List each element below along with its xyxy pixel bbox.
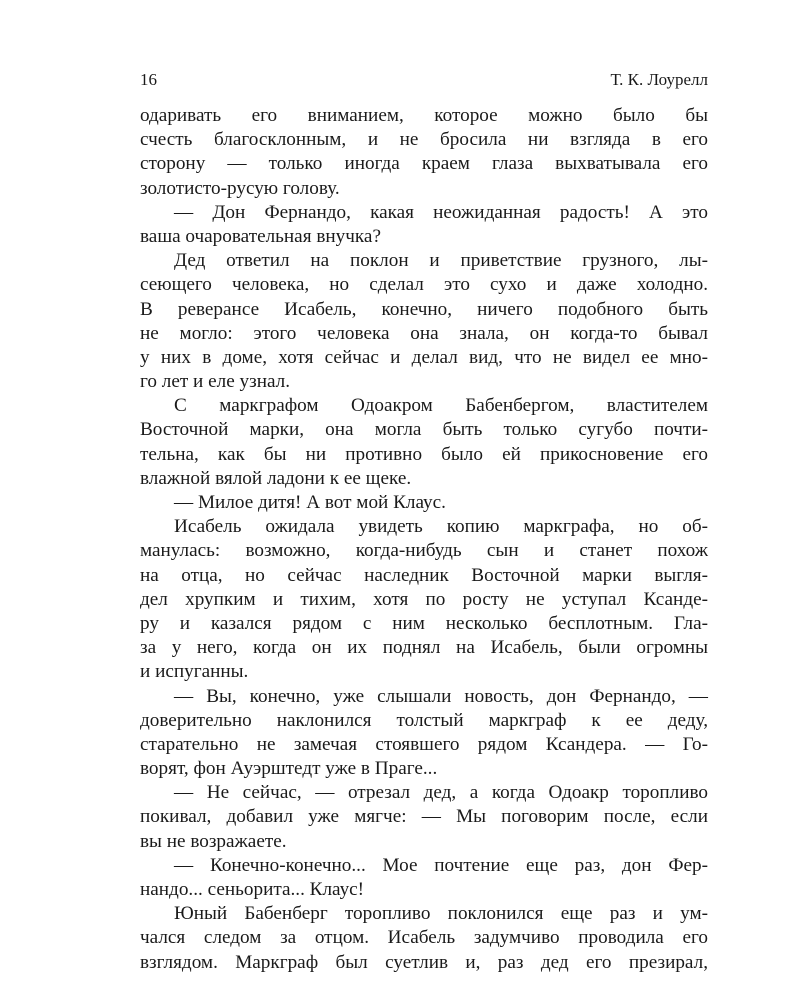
text-line: и испуганны. (140, 661, 249, 683)
text-line: ваша очаровательная внучка? (140, 225, 381, 247)
page-number: 16 (140, 70, 157, 89)
text-line: ворят, фон Ауэрштедт уже в Праге... (140, 758, 438, 780)
text-line: взглядом. Маркграф был суетлив и, раз дед его презирал, (140, 951, 708, 973)
text-line: В реверансе Исабель, конечно, ничего подобного быть (140, 298, 708, 320)
text-line: Восточной марки, она могла быть только сугубо почти- (140, 419, 708, 441)
text-line: — Дон Фернандо, какая неожиданная радость! А это (174, 201, 708, 223)
text-line: Юный Бабенберг торопливо поклонился еще раз и ум- (174, 903, 708, 925)
text-line: С маркграфом Одоакром Бабенбергом, властителем (174, 395, 708, 417)
text-line: чался следом за отцом. Исабель задумчиво проводила его (140, 927, 708, 949)
text-line: Исабель ожидала увидеть копию маркграфа, но об- (174, 516, 708, 538)
text-line: го лет и еле узнал. (140, 371, 291, 393)
text-line: за у него, когда он их поднял на Исабель, были огромны (140, 637, 708, 659)
text-line: дел хрупким и тихим, хотя по росту не уступал Ксанде- (140, 588, 708, 610)
text-line: ру и казался рядом с ним несколько бесплотным. Гла- (140, 612, 708, 634)
text-line: — Милое дитя! А вот мой Клаус. (174, 492, 446, 513)
text-line: сеющего человека, но сделал это сухо и даже холодно. (140, 274, 708, 296)
text-line: одаривать его вниманием, которое можно было бы (140, 105, 708, 126)
text-line: — Вы, конечно, уже слышали новость, дон Фернандо, — (174, 685, 708, 707)
text-line: сторону — только иногда краем глаза выхватывала его (140, 153, 708, 175)
text-line: тельна, как бы ни противно было ей прикосновение его (140, 443, 708, 465)
text-line: влажной вялой ладони к ее щеке. (140, 467, 412, 489)
text-line: не могло: этого человека она знала, он когда-то бывал (140, 322, 708, 344)
text-line: покивал, добавил уже мягче: — Мы поговорим после, если (140, 806, 708, 828)
text-line: Дед ответил на поклон и приветствие грузного, лы- (174, 250, 708, 272)
running-title: Т. К. Лоурелл (610, 70, 708, 89)
text-line: нандо... сеньорита... Клаус! (140, 879, 365, 900)
text-line: золотисто-русую голову. (140, 177, 340, 199)
text-line: счесть благосклонным, и не бросила ни взгляда в его (140, 129, 708, 151)
text-line: — Не сейчас, — отрезал дед, а когда Одоакр торопливо (174, 782, 708, 804)
text-line: манулась: возможно, когда-нибудь сын и станет похож (140, 540, 708, 562)
text-line: вы не возражаете. (140, 830, 287, 852)
page-header (140, 70, 708, 94)
text-line: доверительно наклонился толстый маркграф к ее деду, (140, 709, 708, 731)
text-line: на отца, но сейчас наследник Восточной марки выгля- (140, 564, 708, 586)
text-line: — Конечно-конечно... Мое почтение еще раз, дон Фер- (174, 854, 708, 876)
text-line: старательно не замечая стоявшего рядом Ксандера. — Го- (140, 733, 708, 755)
text-line: у них в доме, хотя сейчас и делал вид, что не видел ее мно- (140, 346, 708, 368)
body-text (140, 104, 708, 975)
